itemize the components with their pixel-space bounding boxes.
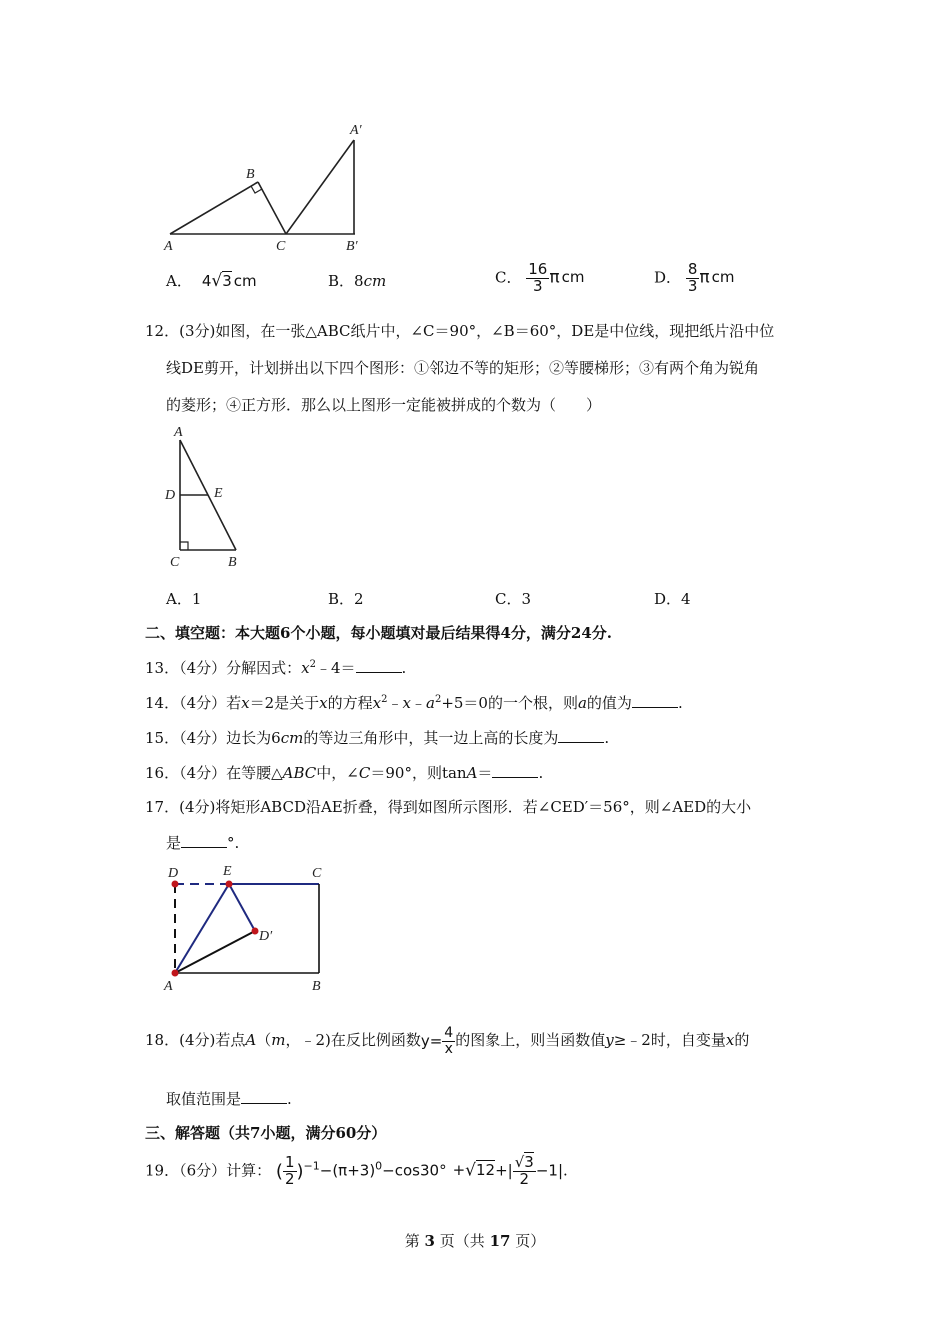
q12-option-a: A．1 <box>166 590 202 608</box>
q15: 15．（4分）边长为6cm的等边三角形中，其一边上高的长度为 . <box>145 729 610 747</box>
q17-answer-blank[interactable] <box>181 834 227 848</box>
q11-option-c: C． $\frac{16}{3}$ π cm <box>495 260 585 295</box>
q13-answer-blank[interactable] <box>356 659 402 673</box>
section3-heading: 三、解答题（共7小题，满分60分） <box>145 1124 387 1142</box>
q11-figure <box>160 118 380 258</box>
q11-option-a: A． 4√3 cm <box>166 271 257 291</box>
q12-label-C: C <box>170 555 180 570</box>
q12-label-B: B <box>228 555 237 570</box>
q17-label-D1: D′ <box>259 929 273 944</box>
q11-label-A1: A′ <box>350 123 362 138</box>
q17-label-D: D <box>168 866 179 881</box>
q11-option-d: D． $\frac{8}{3}$ π cm <box>654 260 735 295</box>
q18-answer-blank[interactable] <box>241 1090 287 1104</box>
q17-line2: 是 °. <box>166 834 240 852</box>
q12-line1: 12．(3分)如图，在一张△ABC纸片中，∠C＝90°，∠B＝60°，DE是中位线，现把纸片沿中位 <box>145 322 775 340</box>
q12-figure <box>160 420 260 570</box>
q16: 16．（4分）在等腰△ABC中，∠C＝90°，则tanA＝ . <box>145 764 544 782</box>
q12-option-d: D．4 <box>654 590 691 608</box>
q17-label-B: B <box>312 979 321 994</box>
q17-label-C: C <box>312 866 322 881</box>
q15-answer-blank[interactable] <box>558 729 604 743</box>
q11-label-B1: B′ <box>346 239 358 254</box>
q12-label-E: E <box>214 486 223 501</box>
q12-option-b: B．2 <box>328 590 364 608</box>
q12-line2: 线DE剪开，计划拼出以下四个图形：①邻边不等的矩形；②等腰梯形；③有两个角为锐角 <box>166 359 759 377</box>
q17-label-E: E <box>223 864 232 879</box>
q11-label-A: A <box>164 239 173 254</box>
q12-line3: 的菱形；④正方形．那么以上图形一定能被拼成的个数为（ ） <box>166 396 602 414</box>
q11-option-b: B．8cm <box>328 272 387 290</box>
q12-label-D: D <box>165 488 176 503</box>
q13: 13．（4分）分解因式：$x^2﹣4=$ . <box>145 659 407 677</box>
total-pages: 17 <box>489 1232 511 1250</box>
q14-answer-blank[interactable] <box>632 694 678 708</box>
q17-line1: 17．(4分)将矩形ABCD沿AE折叠，得到如图所示图形．若∠CED′＝56°，则∠AED的大小 <box>145 798 752 816</box>
q18-line1: 18．(4分)若点A（m，﹣2)在反比例函数y= $\frac{4}{x}$ 的图象上，则当函数值y≥﹣2时，自变量x的 <box>145 1025 750 1057</box>
q16-answer-blank[interactable] <box>492 764 538 778</box>
q11-label-C: C <box>276 239 286 254</box>
q19: 19．（6分）计算： ( $\frac{1}{2}$ )$^{-1}-(\pi+3)^0-\cos 30^\circ +√12+|$ $\frac{√3}{2}$ −1|. <box>145 1153 568 1188</box>
page-footer: 第 3 页（共 17 页） <box>404 1232 546 1250</box>
q11-label-B: B <box>246 167 255 182</box>
q14: 14．（4分）若x＝2是关于x的方程$x^2﹣x﹣a^2+5=0$的一个根，则a的值为 . <box>145 694 683 712</box>
section2-heading: 二、填空题：本大题6个小题，每小题填对最后结果得4分，满分24分. <box>145 624 612 642</box>
q12-option-c: C．3 <box>495 590 532 608</box>
q18-line2: 取值范围是 . <box>166 1090 292 1108</box>
page-number: 3 <box>424 1232 435 1250</box>
q17-figure <box>160 860 340 1000</box>
q12-label-A: A <box>174 425 183 440</box>
q17-label-A: A <box>164 979 173 994</box>
